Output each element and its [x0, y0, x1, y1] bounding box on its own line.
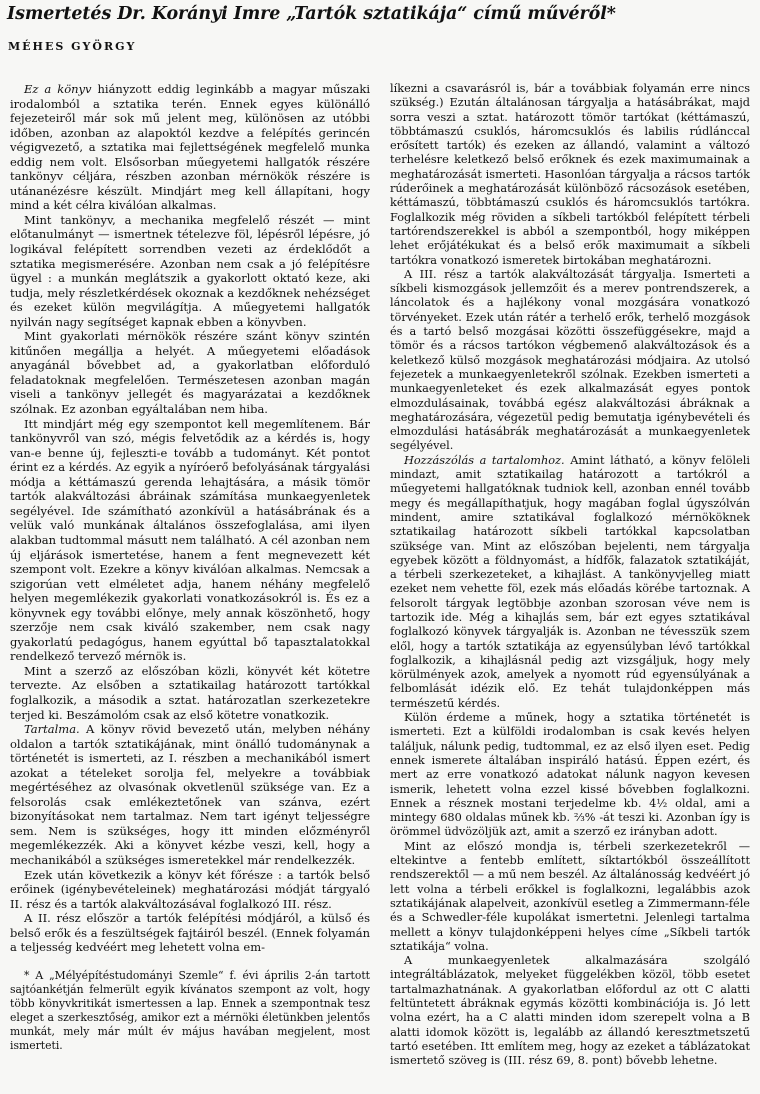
paragraph: Mint tankönyv, a mechanika megfelelő részét — mint előtanulmányt — ismertnek tételezve föl, lépésről lépésre, jó logikával felépített sorrendben vezeti az érdeklődőt a sztatika megismerésére. Azonban nem csak a jó felépítésre ügyel : a munkán meglátszik a gyakorlott oktató keze, aki tudja, mely részletkérdések okoznak a kezdőknek nehézséget és ezeket külön megvilágítja. A műegyetemi hallgatók nyilván nagy segítséget kapnak ebben a könyvben.	[10, 212, 370, 329]
paragraph: Mint az előszó mondja is, térbeli szerkezetekről — eltekintve a fentebb említett, síktartókból összeállított rendszerektől — a mű nem beszél. Az általánosság kedvéért jó lett volna a térbeli erőkkel is foglalkozni, legalábbis azok sztatikájának alapelveit, azonkívül esetleg a Zimmermann-féle és a Schwedler-féle kupolákat ismertetni. Jelenlegi tartalma mellett a könyv tulajdonképpeni helyes címe „Síkbeli tartók sztatikája“ volna.	[390, 839, 750, 953]
paragraph-text: hiányzott eddig leginkább a magyar műszaki irodalomból a sztatika terén. Ennek egyes különálló fejezeteiről már sok mű jelent meg, különösen az utóbbi időben, azonban az alapoktól kezdve a felépítés gerincén végigvezető, a sztatika mai fejlettségének megfelelő munka eddig nem volt. Elsősorban műegyetemi hallgatók részére tankönyv céljára, részben azonban mérnökök részére is utánanézésre készült. Mindjárt meg kell állapítani, hogy mind a két célra kiválóan alkalmas.	[10, 82, 370, 213]
paragraph-text: A könyv rövid bevezető után, melyben néhány oldalon a tartók sztatikájának, mint önálló tudománynak a történetét is ismerteti, az I. részben a mechanikából ismert azokat a tételeket sorolja fel, melyekre a továbbiak megértéséhez az olvasónak okvetlenül szüksége van. Ez a felsorolás csak emlékeztetőnek van szánva, ezért bizonyításokat nem tartalmaz. Nem tart igényt teljességre sem. Nem is szükséges, hogy itt minden előzményről megemlékezzék. Aki a könyvet kézbe veszi, kell, hogy a mechanikából a szükséges ismeretekkel már rendelkezzék.	[10, 722, 370, 867]
lead-phrase: Ez a könyv	[24, 82, 92, 96]
paragraph: líkezni a csavarásról is, bár a továbbiak folyamán erre nincs szükség.) Ezután általánosan tárgyalja a hatásábrákat, majd sorra veszi a sztat. határozott tömör tartókat (kéttámaszú, többtámaszú csuklós, háromcsuklós és labilis rúdlánccal erősített tartók) és ezeken az állandó, valamint a változó terhelésre keletkező belső erőknek és ezek maximumainak a meghatározását ismerteti. Hasonlóan tárgyalja a rácsos tartók rúderőinek a meghatározását különböző rácsozások esetében, kéttámaszú, többtámaszú csuklós és háromcsuklós tartókra. Foglalkozik még röviden a síkbeli tartókból felépített térbeli tartórendszerekkel is abból a szempontból, hogy miképpen lehet erőjátékukat és a belső erők maximumait a síkbeli tartókra vonatkozó ismeretek birtokában meghatározni.	[390, 82, 750, 267]
paragraph: A munkaegyenletek alkalmazására szolgáló integráltáblázatok, melyeket függelékben közöl, több esetet tartalmazhatnának. A gyakorlatban előfordul az ott C alatti feltüntetett ábráknak egymás közötti kombinációja is. Jó lett volna ezért, ha a C alatti minden idom szerepelt volna a B alatti idomok között is, legalább az állandó keresztmetszetű tartó esetében. Itt említem meg, hogy az ezeket a táblázatokat ismertető szöveg is (III. rész 69, 8. pont) bővebb lehetne.	[390, 954, 750, 1068]
lead-phrase: Tartalma.	[24, 722, 80, 737]
paragraph: Mint gyakorlati mérnökök részére szánt könyv szintén kitűnően megállja a helyét. A műegyetemi előadások anyagánál bővebbet ad, a gyakorlatban előforduló feladatoknak megfelelően. Természetesen azonban magán viseli a tankönyv jellegét és magyarázatai a kezdőknek szólnak. Ez azonban egyáltalában nem hiba.	[10, 329, 370, 417]
right-column	[390, 82, 750, 1068]
footnote-text: * A „Mélyépítéstudományi Szemle“ f. évi április 2-án tartott sajtóankétján felmerült egyik kívánatos szempont az volt, hogy több könyvkritikát ismertessen a lap. Ennek a szempontnak tesz eleget a szerkesztőség, amikor ezt a mérnöki életünkben jelentős munkát, mely már múlt év május havában megjelent, most ismerteti.	[10, 968, 370, 1053]
article-title: Ismertetés Dr. Korányi Imre „Tartók sztatikája“ című művéről*	[7, 4, 616, 24]
paragraph: Külön érdeme a műnek, hogy a sztatika történetét is ismerteti. Ezt a külföldi irodalomban is csak kevés helyen találjuk, nálunk pedig, tudtommal, ez az első ilyen eset. Pedig ennek ismerete általában inspiráló hatású. Éppen ezért, és mert az erre vonatkozó adatokat nálunk nagyon kevesen ismerik, lehetett volna ezzel kissé bővebben foglalkozni. Ennek a résznek mostani terjedelme kb. 4½ oldal, ami a mintegy 680 oldalas műnek kb. ⅔% -át teszi ki. Azonban így is örömmel üdvözöljük azt, amit a szerző ez irányban adott.	[390, 711, 750, 839]
footnote	[10, 969, 370, 1054]
paragraph	[10, 82, 370, 213]
paragraph	[390, 454, 750, 711]
paragraph: A III. rész a tartók alakváltozását tárgyalja. Ismerteti a síkbeli kismozgások jellemzőit és a merev pontrendszerek, a láncolatok és a hajlékony vonal mozgására vonatkozó törvényeket. Ezek után rátér a terhelő erők, terhelő mozgások és a tartó belső mozgásai közötti összefüggésekre, majd a tömör és a rácsos tartókon végbemenő alakváltozások és a keletkező külső mozgások meghatározási módjaira. Az utolsó fejezetek a munkaegyenletekről szólnak. Ezekben ismerteti a munkaegyenleteket és ezek alkalmazását egyes pontok elmozdulásainak, továbbá egész alakváltozási ábráknak a meghatározására, végezetül pedig bemutatja igénybevételi és elmozdulási hatásábrák meghatározását a munkaegyenletek segélyével.	[390, 267, 750, 453]
paragraph: Mint a szerző az előszóban közli, könyvét két kötetre tervezte. Az elsőben a sztatikailag határozott tartókkal foglalkozik, a második a sztat. határozatlan szerkezetekre terjed ki. Beszámolóm csak az első kötetre vonatkozik.	[10, 663, 370, 722]
paragraph: Itt mindjárt még egy szempontot kell megemlítenem. Bár tankönyvről van szó, mégis felvetődik az a kérdés is, hogy van-e benne új, fejleszti-e tovább a tudományt. Két pontot érint ez a kérdés. Az egyik a nyíróerő befolyásának tárgyalási módja a kéttámaszú gerenda lehajtására, a másik tömör tartók alakváltozási ábráinak számítása munkaegyenletek segélyével. Ide számítható azonkívül a hatásábrának és a velük való munkának általános összefoglalása, ami ilyen alakban tudtommal másutt nem található. A cél azonban nem új eljárások ismertetése, hanem a fent megnevezett két szempont volt. Ezekre a könyv kiválóan alkalmas. Nemcsak a szigorúan vett elméletet adja, hanem néhány megfelelő helyen megemlékezik gyakorlati vonatkozásokról is. És ez a könyvnek egy további előnye, mely annak köszönhető, hogy szerzője nem csak kiváló szakember, nem csak nagy gyakorlatú pedagógus, hanem egyúttal bő tapasztalatokkal rendelkező tervező mérnök is.	[10, 416, 370, 664]
paragraph: A II. rész először a tartók felépítési módjáról, a külső és belső erők és a feszültségek fajtáiról beszél. (Ennek folyamán a teljesség kedvéért meg lehetett volna em-	[10, 911, 370, 955]
paragraph	[10, 722, 370, 867]
paragraph-text: Amint látható, a könyv felöleli mindazt, amit sztatikailag határozott a tartókról a műegyetemi hallgatóknak tudniok kell, azonban ennél tovább megy és megállapíthatjuk, hogy magában foglal úgyszólván mindent, amire sztatikával foglalkozó mérnököknek sztatikailag határozott síkbeli tartókkal kapcsolatban szüksége van. Mint az előszóban bejelenti, nem tárgyalja egyebek között a földnyomást, a hídfők, falazatok sztatikáját, a térbeli szerkezeteket, a kihajlást. A tankönyvjelleg miatt ezeket nem vehette föl, ezek más előadás körébe tartoznak. A felsorolt tárgyak legtöbbje azonban szorosan véve nem is tartozik ide. Még a kihajlás sem, bár ezt egyes sztatikával foglalkozó könyvek tárgyalják is. Azonban ne tévesszük szem elől, hogy a tartók sztatikája az egyensúlyban lévő tartókkal foglalkozik, a kihajlásnál pedig azt vizsgáljuk, hogy mely körülmények azok, amelyek a nyomott rúd egyensúlyának a felbomlását idézik elő. Ez tehát tulajdonképpen más természetű kérdés.	[390, 453, 750, 710]
author-name: MÉHES GYÖRGY	[8, 40, 137, 53]
left-column	[10, 82, 370, 1053]
paragraph: Ezek után következik a könyv két főrésze : a tartók belső erőinek (igénybevételeinek) meghatározási módját tárgyaló II. rész és a tartók alakváltozásával foglalkozó III. rész.	[10, 867, 370, 911]
lead-phrase: Hozzászólás a tartalomhoz.	[404, 453, 565, 467]
